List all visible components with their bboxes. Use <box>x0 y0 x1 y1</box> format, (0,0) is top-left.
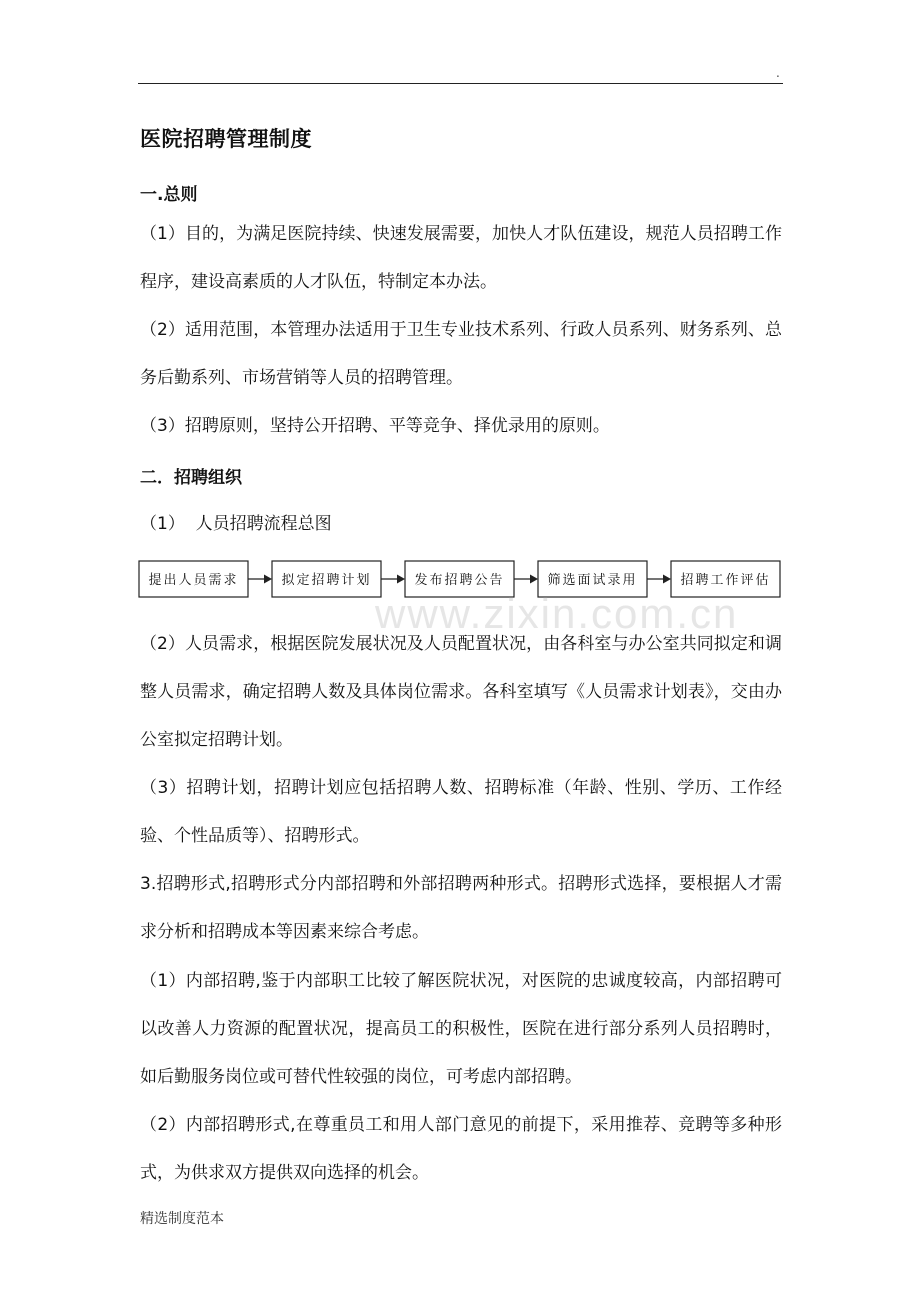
section-heading-organization: 二．招聘组织 <box>140 468 242 488</box>
paragraph-forms: 3.招聘形式,招聘形式分内部招聘和外部招聘两种形式。招聘形式选择，要根据人才需求分析和招聘成本等因素来综合考虑。 <box>140 874 782 942</box>
flow-step-label: 招聘工作评估 <box>680 573 771 588</box>
flow-step-label: 筛选面试录用 <box>547 573 638 588</box>
flowchart-label: （1） 人员招聘流程总图 <box>140 514 332 534</box>
flow-arrow-icon <box>663 575 671 584</box>
flow-step-label: 拟定招聘计划 <box>281 573 372 588</box>
paragraph-demand: （2）人员需求，根据医院发展状况及人员配置状况，由各科室与办公室共同拟定和调整人员需求，确定招聘人数及具体岗位需求。各科室填写《人员需求计划表》，交由办公室拟定招聘计划。 <box>140 634 782 750</box>
flow-arrow-icon <box>397 575 405 584</box>
watermark: www.zixin.com.cn <box>375 590 739 637</box>
paragraph-internal-forms: （2）内部招聘形式,在尊重员工和用人部门意见的前提下，采用推荐、竞聘等多种形式，为供求双方提供双向选择的机会。 <box>140 1115 782 1183</box>
recruitment-flowchart <box>138 558 783 600</box>
header-rule <box>138 83 783 84</box>
flow-step-label: 提出人员需求 <box>148 573 239 588</box>
footer-text: 精选制度范本 <box>140 1211 224 1227</box>
paragraph-principle: （3）招聘原则，坚持公开招聘、平等竞争、择优录用的原则。 <box>140 416 610 436</box>
flow-arrow-icon <box>530 575 538 584</box>
flow-arrow-icon <box>264 575 272 584</box>
document-title: 医院招聘管理制度 <box>140 127 312 151</box>
section-heading-general: 一.总则 <box>140 185 198 205</box>
paragraph-internal: （1）内部招聘,鉴于内部职工比较了解医院状况，对医院的忠诚度较高，内部招聘可以改善人力资源的配置状况，提高员工的积极性，医院在进行部分系列人员招聘时，如后勤服务岗位或可替代性较强的岗位，可考虑内部招聘。 <box>140 971 782 1087</box>
paragraph-purpose: （1）目的，为满足医院持续、快速发展需要，加快人才队伍建设，规范人员招聘工作程序，建设高素质的人才队伍，特制定本办法。 <box>140 224 782 292</box>
paragraph-scope: （2）适用范围，本管理办法适用于卫生专业技术系列、行政人员系列、财务系列、总务后勤系列、市场营销等人员的招聘管理。 <box>140 320 782 388</box>
header-mark: . <box>776 66 780 80</box>
flow-step-label: 发布招聘公告 <box>414 573 505 588</box>
paragraph-plan: （3）招聘计划，招聘计划应包括招聘人数、招聘标准（年龄、性别、学历、工作经验、个性品质等）、招聘形式。 <box>140 778 782 846</box>
